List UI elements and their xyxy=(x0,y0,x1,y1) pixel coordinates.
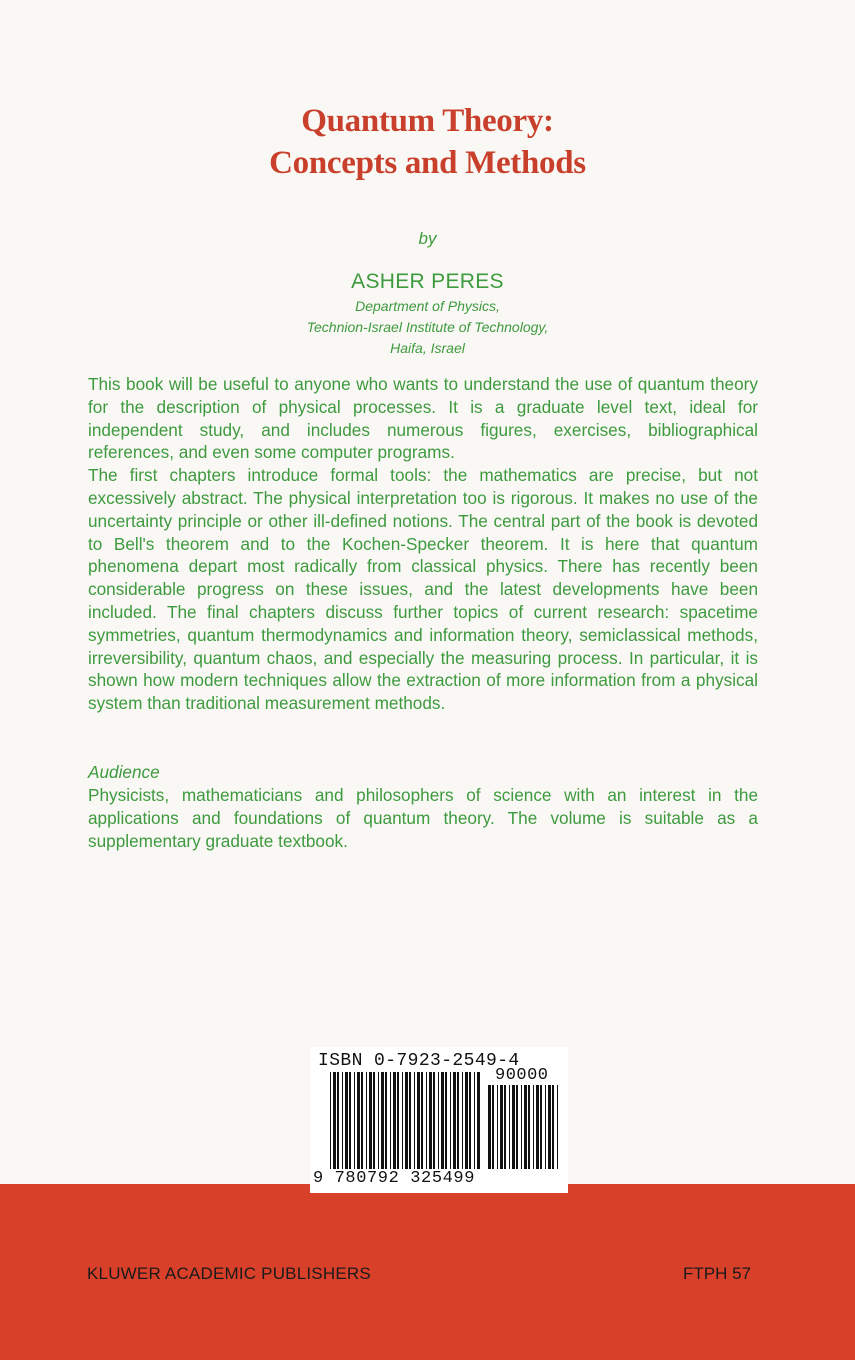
barcode-bar xyxy=(385,1072,387,1169)
barcode-bar xyxy=(492,1085,494,1169)
byline: by xyxy=(418,229,437,248)
barcode-bar xyxy=(361,1072,363,1169)
affiliation-line: Technion-Israel Institute of Technology, xyxy=(306,319,549,335)
audience-label: Audience xyxy=(88,762,160,782)
description xyxy=(88,373,758,715)
barcode-bar xyxy=(533,1085,534,1169)
barcode-bar xyxy=(409,1072,411,1169)
audience-text: Physicists, mathematicians and philosophers of science with an interest in the applications and foundations of quantum theory. The volume is suitable as a supplementary graduate textbook. xyxy=(88,785,758,851)
barcode-bar xyxy=(397,1072,399,1169)
barcode-bar xyxy=(497,1085,498,1169)
barcode-bar xyxy=(342,1072,343,1169)
barcode-bar xyxy=(524,1085,527,1169)
author-name: ASHER PERES xyxy=(351,270,504,293)
barcode-bar xyxy=(414,1072,415,1169)
barcode-bar xyxy=(469,1072,471,1169)
barcode-bar xyxy=(345,1072,348,1169)
barcode-bar xyxy=(521,1085,522,1169)
affiliation-line: Department of Physics, xyxy=(355,298,500,314)
barcode-bar xyxy=(402,1072,403,1169)
description-paragraph-2: The first chapters introduce formal tools: the mathematics are precise, but not excessively abstract. The physical interpretation too is rigorous. It makes no use of the uncertainty principle or other ill-defined notions. The central part of the book is devoted to Bell's theorem and to the Kochen-Specker theorem. It is here that quantum phenomena depart most radically from classical physics. There has recently been considerable progress on these issues, and the latest developments have been included. The final chapters discuss further topics of current research: spacetime symmetries, quantum thermodynamics and information theory, semiclassical methods, irreversibility, quantum chaos, and especially the measuring process. In particular, it is shown how modern techniques allow the extraction of more information from a physical system than traditional measurement methods. xyxy=(88,465,758,714)
barcode-bar xyxy=(474,1072,475,1169)
barcode-bar xyxy=(429,1072,432,1169)
barcode-bar xyxy=(390,1072,391,1169)
barcode-bar xyxy=(552,1085,554,1169)
barcode-bar xyxy=(536,1085,539,1169)
barcode-bar xyxy=(349,1072,351,1169)
barcode-bar xyxy=(421,1072,423,1169)
title-line-1: Quantum Theory: xyxy=(301,103,554,139)
barcode-bar xyxy=(548,1085,551,1169)
barcode-bar xyxy=(512,1085,515,1169)
barcode-bar xyxy=(337,1072,339,1169)
barcode-bar xyxy=(500,1085,503,1169)
barcode-bar xyxy=(433,1072,435,1169)
barcode-bar xyxy=(540,1085,542,1169)
barcode-bar xyxy=(509,1085,510,1169)
barcode-bar xyxy=(462,1072,463,1169)
barcode-bar xyxy=(330,1072,331,1169)
barcode-bar xyxy=(441,1072,444,1169)
barcode-bar xyxy=(453,1072,456,1169)
series-number: FTPH 57 xyxy=(683,1264,752,1283)
barcode-bar xyxy=(417,1072,420,1169)
barcode-bar xyxy=(438,1072,439,1169)
barcode-bar xyxy=(333,1072,336,1169)
description-paragraph-1: This book will be useful to anyone who wants to understand the use of quantum theory for the description of physical processes. It is a graduate level text, ideal for independent study, and includes numerous figures, exercises, bibliographical references, and even some computer programs. xyxy=(88,374,758,463)
barcode-bar xyxy=(504,1085,506,1169)
barcode-bar xyxy=(516,1085,518,1169)
author-affiliation xyxy=(0,296,855,359)
affiliation-line: Haifa, Israel xyxy=(390,340,465,356)
barcode-bar xyxy=(457,1072,459,1169)
barcode-bar xyxy=(393,1072,396,1169)
barcode-bar xyxy=(369,1072,372,1169)
barcode-bar xyxy=(445,1072,447,1169)
barcode-bar xyxy=(405,1072,408,1169)
book-title xyxy=(0,100,855,184)
barcode-bar xyxy=(357,1072,360,1169)
title-line-2: Concepts and Methods xyxy=(269,145,586,181)
barcode-bar xyxy=(477,1072,480,1169)
ean-digits-text: 9 780792 325499 xyxy=(313,1169,476,1188)
barcode-bar xyxy=(557,1085,558,1169)
publisher-name: KLUWER ACADEMIC PUBLISHERS xyxy=(87,1264,371,1283)
barcode-bar xyxy=(545,1085,546,1169)
barcode-bar xyxy=(378,1072,379,1169)
barcode-bar xyxy=(354,1072,355,1169)
barcode-bar xyxy=(488,1085,491,1169)
price-code-text: 90000 xyxy=(495,1066,549,1085)
barcode-bar xyxy=(465,1072,468,1169)
barcode-bar xyxy=(528,1085,530,1169)
barcode-bar xyxy=(381,1072,384,1169)
barcode-bar xyxy=(426,1072,427,1169)
barcode xyxy=(310,1047,568,1193)
barcode-bar xyxy=(373,1072,375,1169)
barcode-bar xyxy=(450,1072,451,1169)
barcode-bar xyxy=(366,1072,367,1169)
isbn-text: ISBN 0-7923-2549-4 xyxy=(318,1051,520,1071)
